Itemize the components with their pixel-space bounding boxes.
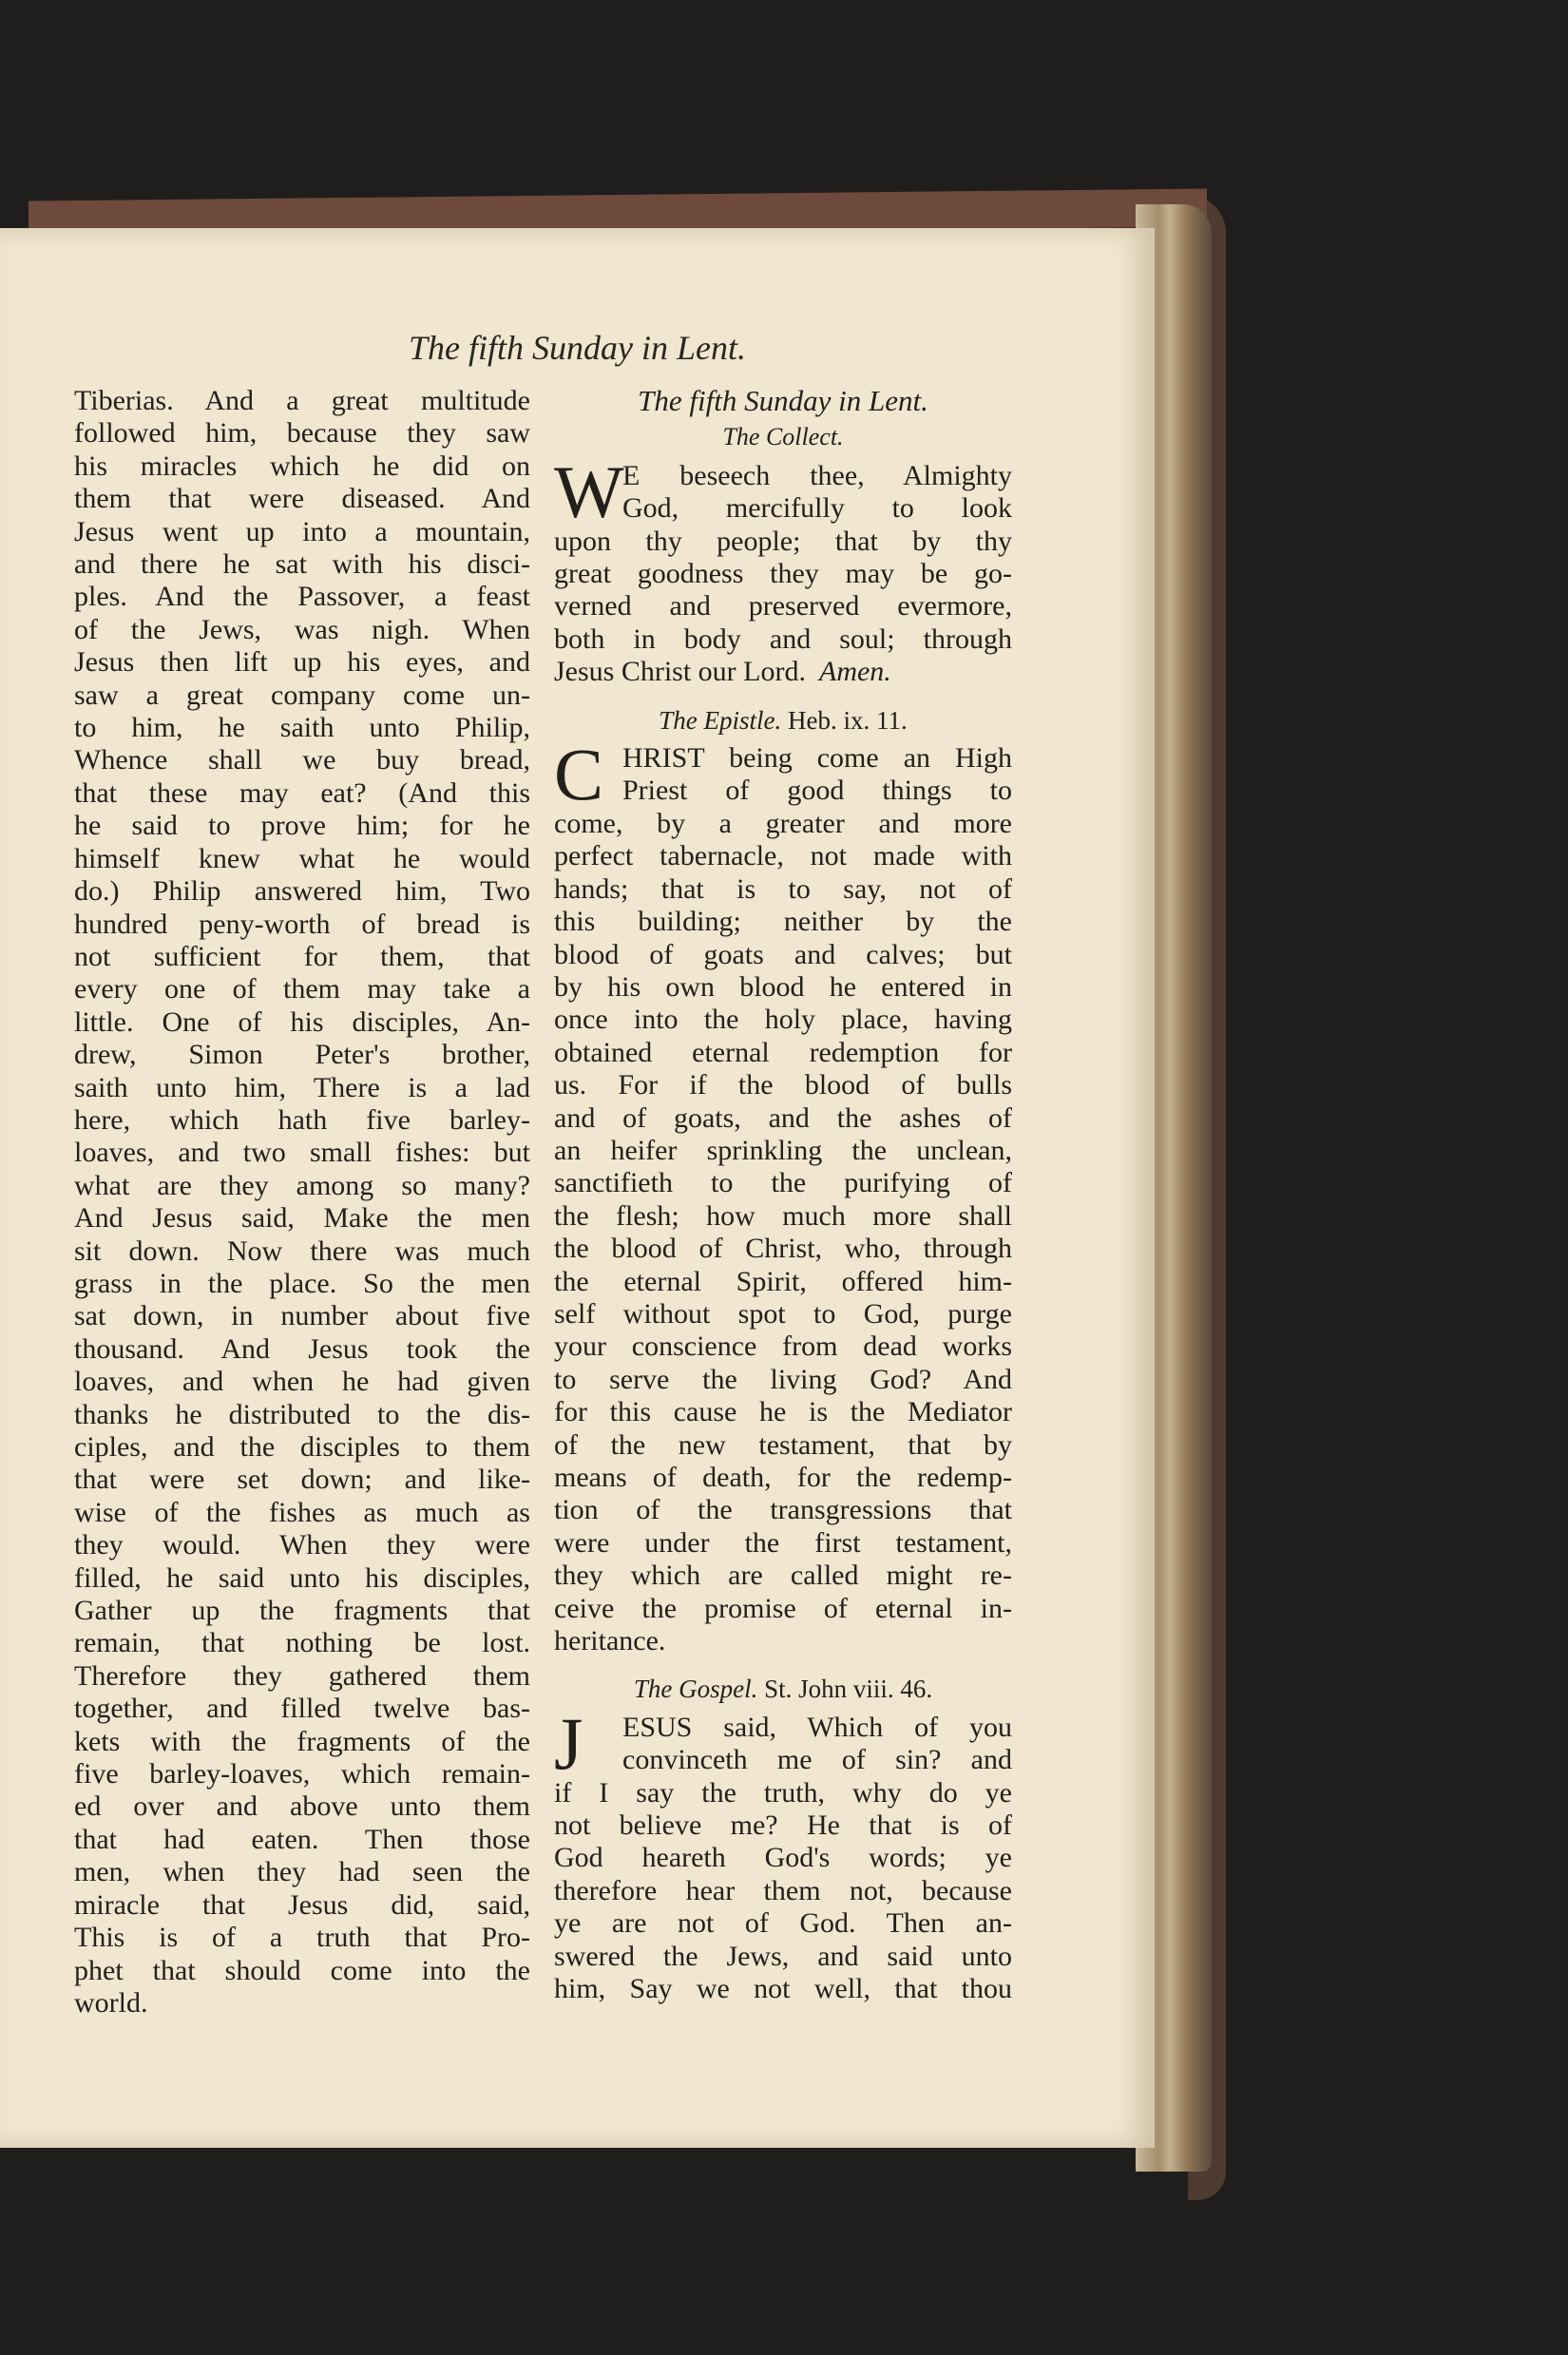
text-line: Gather up the fragments that [74, 1595, 530, 1627]
gospel-paragraph [554, 1701, 1012, 2006]
gospel-reference: St. John viii. 46. [764, 1675, 933, 1704]
collect-heading: The Collect. [722, 423, 844, 451]
epistle-reference: Heb. ix. 11. [788, 705, 908, 735]
text-line: loaves, and two small fishes: but [74, 1137, 530, 1169]
text-line: self without spot to God, purge [554, 1297, 1012, 1330]
amen-text: Amen. [819, 656, 891, 688]
gospel-heading [554, 1673, 1012, 1705]
text-line: swered the Jews, and said unto [554, 1940, 1012, 1972]
text-line: therefore hear them not, because [554, 1874, 1012, 1906]
text-line: kets with the fragments of the [74, 1725, 530, 1757]
text-line: himself knew what he would [74, 842, 530, 874]
text-line: of the Jews, was nigh. When [74, 613, 530, 645]
text-line: great goodness they may be go- [554, 558, 1012, 590]
gospel-dropcap: J [554, 1701, 583, 1785]
text-line: upon thy people; that by thy [554, 525, 1012, 557]
text-line: loaves, and when he had given [74, 1366, 530, 1398]
text-line: God heareth God's words; ye [554, 1842, 1012, 1874]
text-line: and there he sat with his disci- [74, 548, 530, 581]
text-line: drew, Simon Peter's brother, [74, 1039, 530, 1071]
text-line: both in body and soul; through [554, 622, 1012, 655]
text-line: heritance. [554, 1625, 666, 1657]
text-line: sat down, in number about five [74, 1300, 530, 1332]
text-line: followed him, because they saw [74, 417, 530, 450]
text-line: to him, he saith unto Philip, [74, 712, 530, 744]
text-line: ed over and above unto them [74, 1790, 530, 1823]
text-line: remain, that nothing be lost. [74, 1627, 530, 1659]
text-line: for this cause he is the Mediator [554, 1396, 1012, 1428]
text-line: Whence shall we buy bread, [74, 744, 530, 776]
text-line: obtained eternal redemption for [554, 1036, 1012, 1068]
text-line: tion of the transgressions that [554, 1494, 1012, 1526]
text-line: grass in the place. So the men [74, 1267, 530, 1299]
text-line: world. [74, 1986, 148, 2019]
text-line: Jesus then lift up his eyes, and [74, 646, 530, 679]
collect-dropcap: W [554, 450, 624, 533]
text-line: men, when they had seen the [74, 1856, 530, 1888]
text-line: the eternal Spirit, offered him- [554, 1265, 1012, 1297]
text-line: ceive the promise of eternal in- [554, 1592, 1012, 1624]
text-line: they would. When they were [74, 1529, 530, 1561]
text-line: verned and preserved evermore, [554, 590, 1012, 622]
text-line: convinceth me of sin? and [622, 1744, 1012, 1776]
text-line: miracle that Jesus did, said, [74, 1888, 530, 1921]
text-line: your conscience from dead works [554, 1331, 1012, 1363]
text-line: HRIST being come an High [622, 742, 1012, 775]
book-page [0, 228, 1155, 2148]
text-line: ples. And the Passover, a feast [74, 581, 530, 613]
text-line: by his own blood he entered in [554, 970, 1012, 1003]
text-line: to serve the living God? And [554, 1363, 1012, 1395]
text-line: that these may eat? (And this [74, 776, 530, 809]
text-line: Priest of good things to [622, 775, 1012, 807]
text-line: that were set down; and like- [74, 1464, 530, 1496]
text-line: And Jesus said, Make the men [74, 1202, 530, 1235]
text-line: thousand. And Jesus took the [74, 1332, 530, 1365]
text-line: together, and filled twelve bas- [74, 1693, 530, 1725]
text-line: E beseech thee, Almighty [622, 459, 1012, 491]
text-line: sanctifieth to the purifying of [554, 1167, 1012, 1199]
right-column [554, 385, 1012, 2006]
text-line: us. For if the blood of bulls [554, 1069, 1012, 1101]
text-line: them that were diseased. And [74, 483, 530, 515]
text-line: not believe me? He that is of [554, 1809, 1012, 1842]
text-line: filled, he said unto his disciples, [74, 1561, 530, 1594]
text-line: every one of them may take a [74, 973, 530, 1005]
text-line: God, mercifully to look [622, 492, 1012, 525]
text-line: little. One of his disciples, An- [74, 1005, 530, 1038]
text-line: come, by a greater and more [554, 807, 1012, 839]
text-line: of the new testament, that by [554, 1428, 1012, 1461]
text-line: if I say the truth, why do ye [554, 1776, 1012, 1809]
text-line: sit down. Now there was much [74, 1235, 530, 1267]
text-line: once into the holy place, having [554, 1004, 1012, 1036]
epistle-heading-label: The Epistle. [659, 705, 782, 735]
text-line: his miracles which he did on [74, 450, 530, 482]
text-line: Jesus went up into a mountain, [74, 515, 530, 547]
text-line: five barley-loaves, which remain- [74, 1758, 530, 1790]
text-line: he said to prove him; for he [74, 810, 530, 842]
text-line: ye are not of God. Then an- [554, 1907, 1012, 1940]
text-line: perfect tabernacle, not made with [554, 840, 1012, 872]
text-line: ciples, and the disciples to them [74, 1431, 530, 1463]
epistle-heading [554, 704, 1012, 737]
text-line: phet that should come into the [74, 1954, 530, 1986]
text-line: Tiberias. And a great multitude [74, 385, 530, 416]
text-line: thanks he distributed to the dis- [74, 1398, 530, 1430]
gospel-heading-label: The Gospel. [633, 1675, 758, 1704]
text-line: do.) Philip answered him, Two [74, 875, 530, 908]
text-line: that had eaten. Then those [74, 1823, 530, 1855]
text-line: not sufficient for them, that [74, 940, 530, 972]
left-column [74, 385, 530, 2020]
text-line: were under the first testament, [554, 1526, 1012, 1559]
text-line: an heifer sprinkling the unclean, [554, 1134, 1012, 1166]
section-title: The fifth Sunday in Lent. [638, 384, 928, 417]
epistle-dropcap: C [554, 733, 604, 816]
text-line: blood of goats and calves; but [554, 938, 1012, 970]
text-line: Therefore they gathered them [74, 1659, 530, 1692]
text-line: what are they among so many? [74, 1169, 530, 1201]
text-line: this building; neither by the [554, 906, 1012, 938]
text-line: Jesus Christ our Lord. Amen. [554, 656, 891, 688]
text-line: means of death, for the redemp- [554, 1462, 1012, 1493]
collect-paragraph [554, 450, 1012, 689]
running-head: The fifth Sunday in Lent. [409, 329, 746, 367]
text-line: This is of a truth that Pro- [74, 1922, 530, 1954]
text-line: and of goats, and the ashes of [554, 1101, 1012, 1134]
epistle-paragraph [554, 733, 1012, 1657]
text-line: saw a great company come un- [74, 679, 530, 711]
text-line: hands; that is to say, not of [554, 872, 1012, 905]
text-line: wise of the fishes as much as [74, 1496, 530, 1528]
text-line: here, which hath five barley- [74, 1103, 530, 1136]
text-line: hundred peny-worth of bread is [74, 908, 530, 940]
text-line: saith unto him, There is a lad [74, 1071, 530, 1103]
text-line: they which are called might re- [554, 1560, 1012, 1592]
text-line: ESUS said, Which of you [622, 1711, 1012, 1743]
text-line: him, Say we not well, that thou [554, 1973, 1012, 2005]
text-line: the blood of Christ, who, through [554, 1233, 1012, 1265]
text-line: the flesh; how much more shall [554, 1199, 1012, 1232]
